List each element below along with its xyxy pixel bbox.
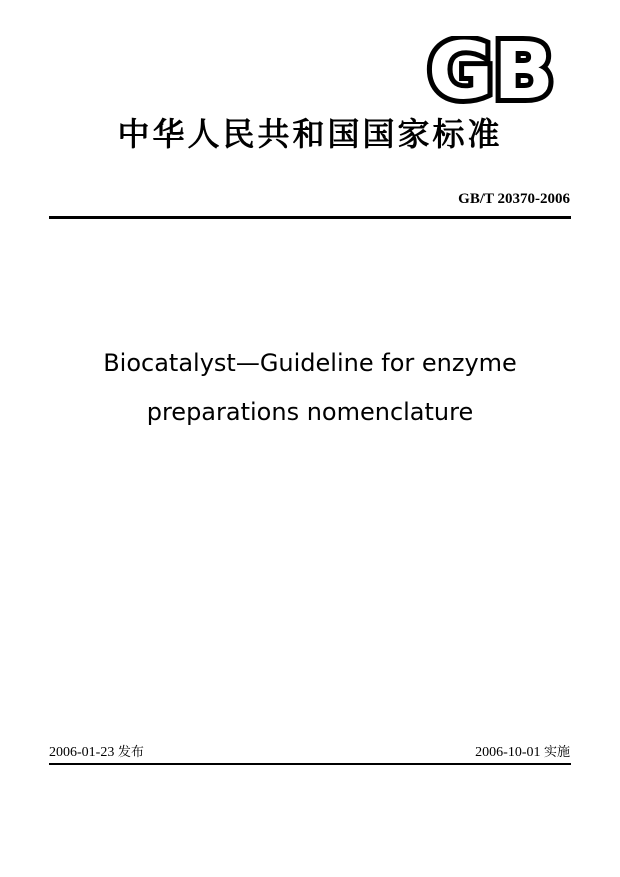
agency-title: 中华人民共和国国家标准 bbox=[117, 115, 503, 153]
issued-label: 发布 bbox=[117, 745, 144, 760]
gb-logo bbox=[425, 36, 557, 104]
implemented-date: 2006-10-01 bbox=[475, 745, 541, 760]
issued-date-group bbox=[49, 744, 144, 761]
standard-code: GB/T 20370-2006 bbox=[458, 191, 570, 207]
document-title-line-2: preparations nomenclature bbox=[146, 398, 474, 426]
gb-logo-text: GB bbox=[428, 36, 554, 104]
header-divider bbox=[49, 216, 571, 219]
implemented-label: 实施 bbox=[543, 745, 570, 760]
document-title-line-1: Biocatalyst—Guideline for enzyme bbox=[103, 349, 517, 377]
footer-divider bbox=[49, 763, 571, 765]
issued-date: 2006-01-23 bbox=[49, 745, 115, 760]
implemented-date-group bbox=[475, 744, 570, 761]
